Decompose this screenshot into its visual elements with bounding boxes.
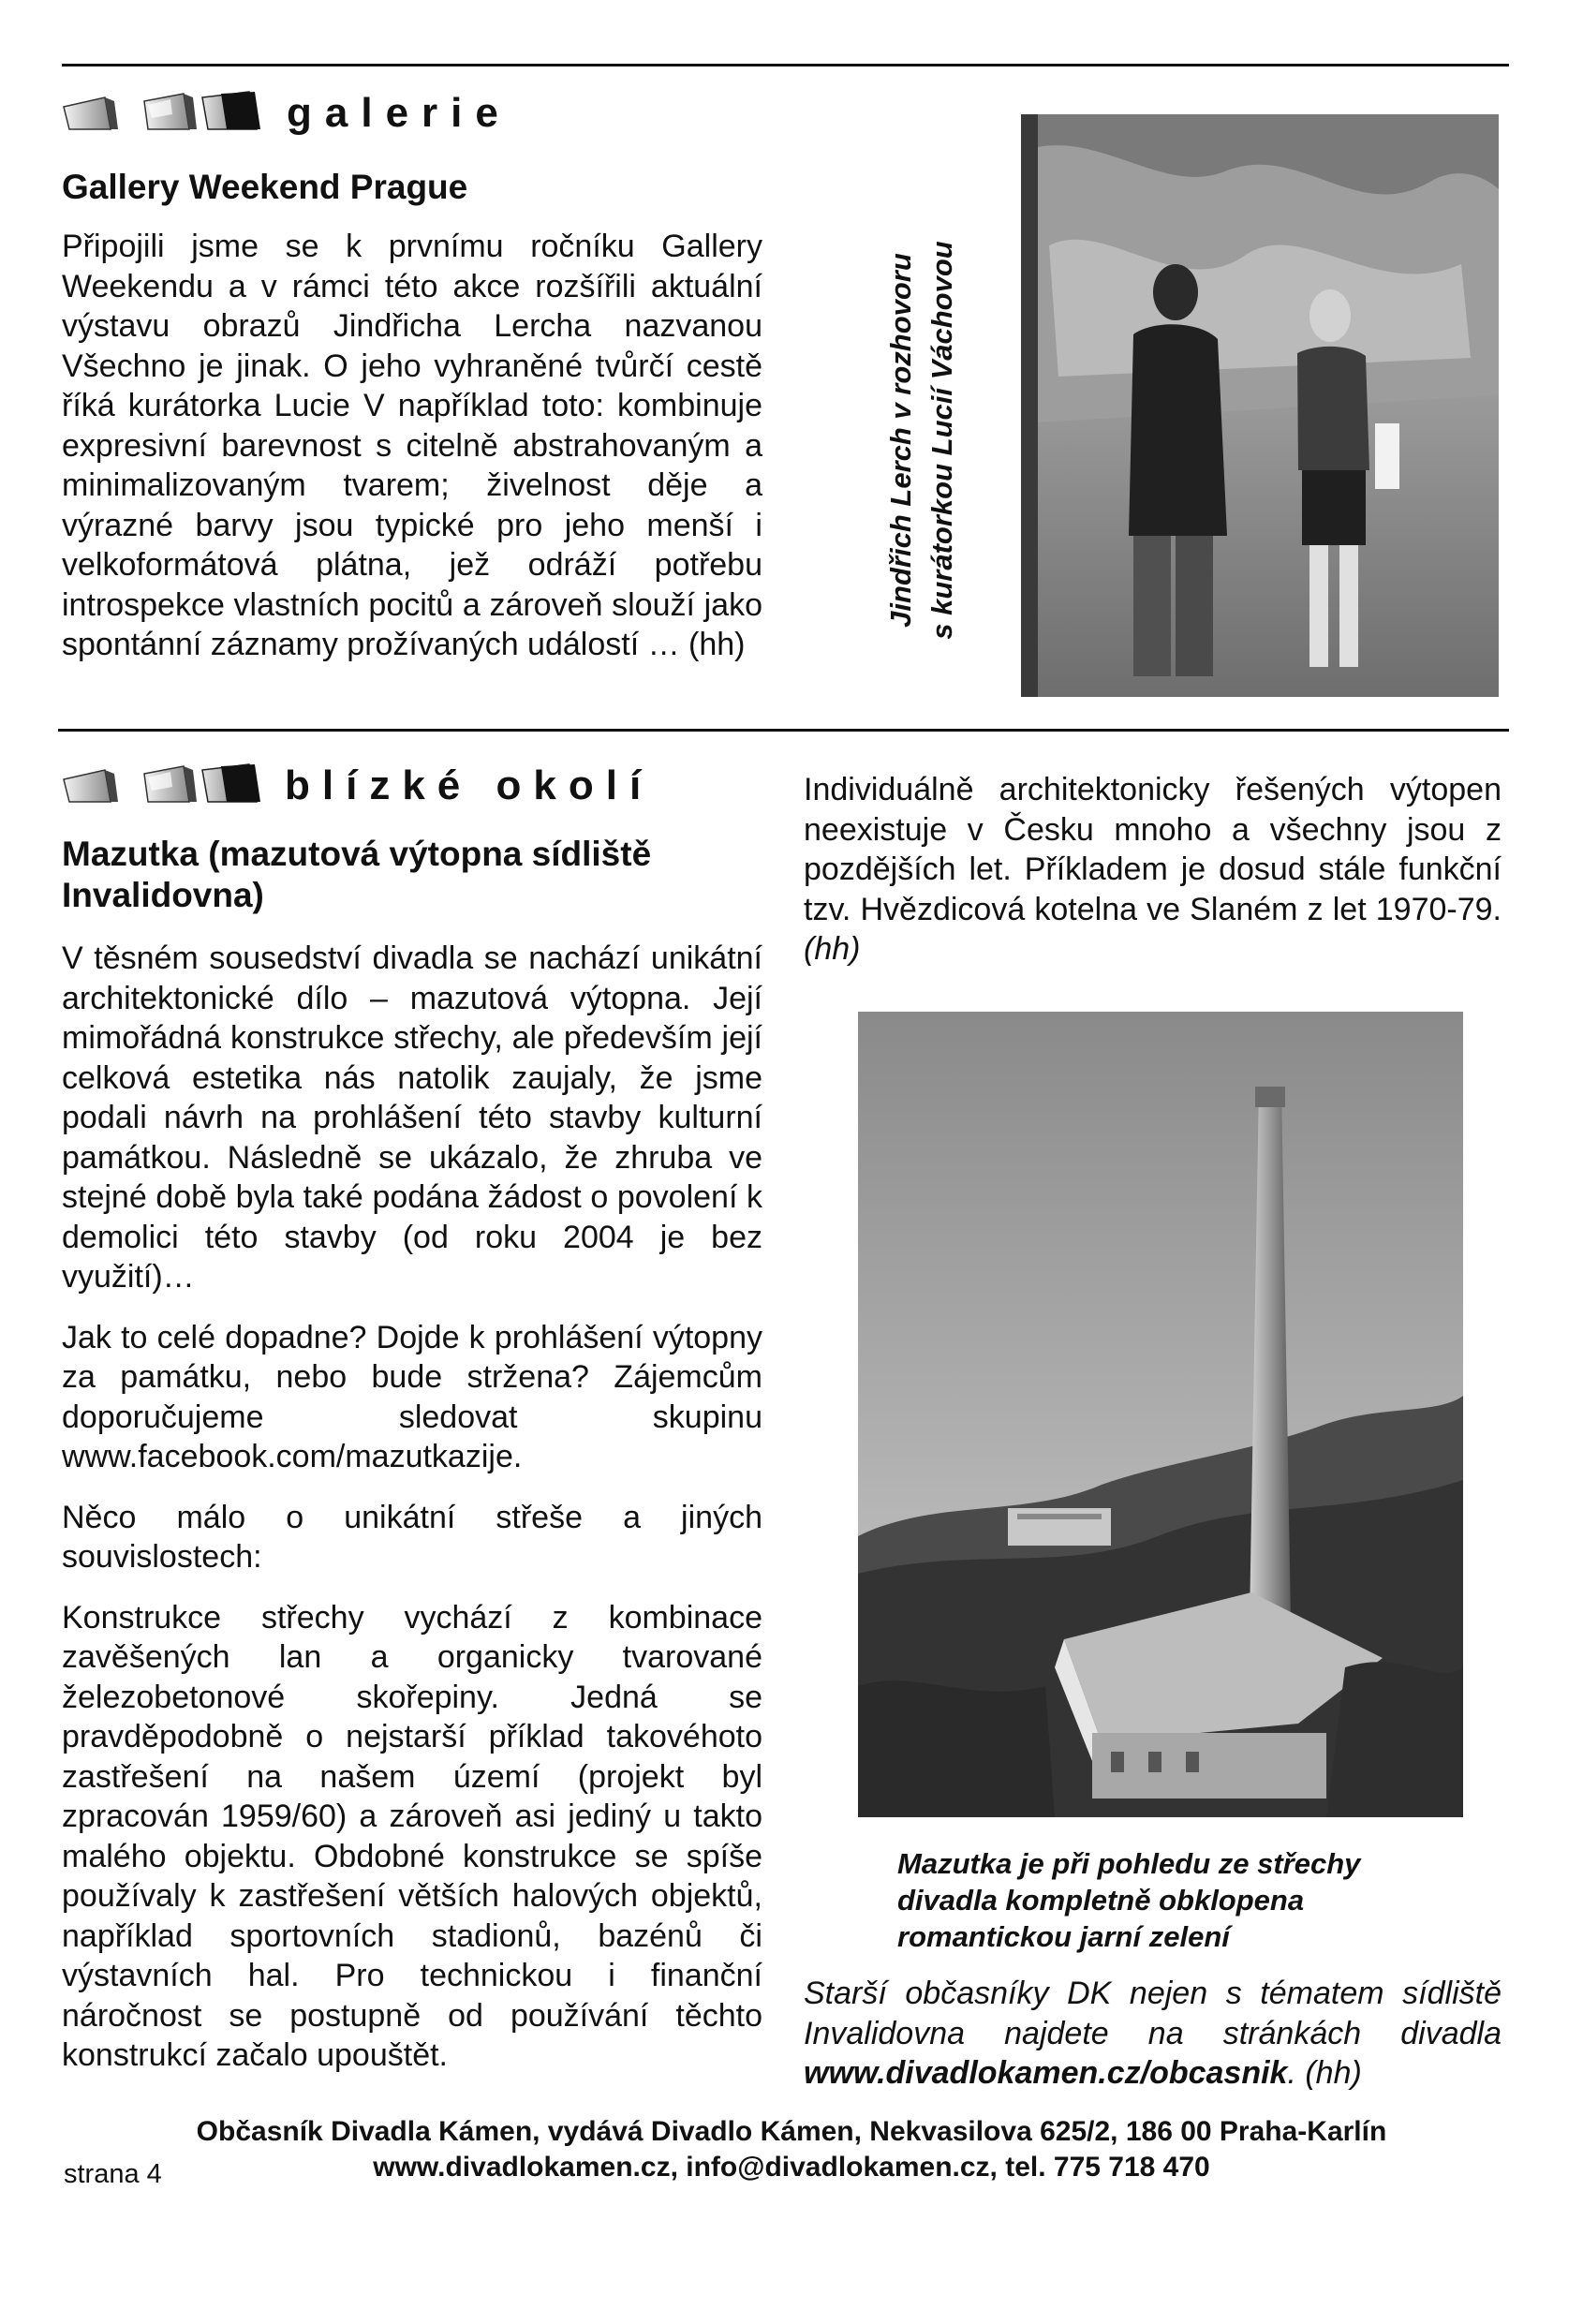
archive-note: [804, 1974, 1502, 2094]
archive-link[interactable]: www.divadlokamen.cz/obcasnik: [804, 2055, 1288, 2091]
paragraph: V těsném sousedství divadla se nachází unikátní architektonické dílo – mazutová výtopna. Její mimořádná konstrukce střechy, ale především její celková estetika nás natolik zaujaly, že jsme podali návrh na prohlášení této stavby kulturní památkou. Následně se ukázalo, že zhruba ve stejné době byla také podána žádost o povolení k demolici této stavby (od roku 2004 je bez využití)…: [62, 940, 762, 1295]
section-title-blizke-okoli: blízké okolí: [285, 762, 654, 808]
paragraph: Konstrukce střechy vychází z kombinace zavěšených lan a organicky tvarované železobetonové skořepiny. Jedná se pravděpodobně o nejstarší příklad takovéhoto zastřešení na našem území (projekt byl zpracován 1959/60) a zároveň asi jediný u takto malého objektu. Obdobné konstrukce se spíše používaly k zastřešení větších halových objektů, například sportovních stadionů, bazénů či výstavních hal. Pro technickou i finanční náročnost se postupně od používání těchto konstrukcí začalo upouštět.: [62, 1599, 762, 2073]
section-header-galerie: [62, 88, 624, 144]
mazutka-photo: [858, 1012, 1463, 1817]
page-number: strana 4: [64, 2159, 162, 2189]
footer-publisher: Občasník Divadla Kámen, vydává Divadlo Kámen, Nekvasilova 625/2, 186 00 Praha-Karlín: [196, 2116, 1387, 2147]
author-tag: . (hh): [1287, 2055, 1362, 2091]
paragraph: Jak to celé dopadne? Dojde k prohlášení výtopny za památku, nebo bude stržena? Zájemcům doporučujeme sledovat skupinu www.facebook.com/mazutkazije.: [62, 1319, 762, 1474]
footer-contact: www.divadlokamen.cz, info@divadlokamen.cz, tel. 775 718 470: [373, 2152, 1210, 2183]
photo-caption-vertical: [880, 220, 974, 660]
decorative-blocks-icon: [62, 88, 277, 133]
paragraph: Individuálně architektonicky řešených výtopen neexistuje v Česku mnoho a všechny jsou z pozdějších let. Příkladem je dosud stále funkční tzv. Hvězdicová kotelna ve Slaném z let 1970-79.: [804, 772, 1502, 927]
paragraph: Něco málo o unikátní střeše a jiných souvislostech:: [62, 1499, 762, 1575]
section-title-galerie: galerie: [287, 90, 511, 136]
article-body-gallery-weekend: Připojili jsme se k prvnímu ročníku Gallery Weekendu a v rámci této akce rozšířili aktuální výstavu obrazů Jindřicha Lercha nazvanou Všechno je jinak. O jeho vyhraněné tvůrčí cestě říká kurátorka Lucie V například toto: kombinuje expresivní barevnost s citelně abstrahovaným a minimalizovaným tvarem; živelnost děje a výrazné barvy jsou typické pro jeho menší i velkoformátová plátna, jež odráží potřebu introspekce vlastních pocitů a zároveň slouží jako spontánní záznamy prožívaných událostí … (hh): [62, 229, 762, 662]
photo-caption-line-2: s kurátorkou Lucií Váchovou: [925, 241, 958, 640]
archive-note-text: Starší občasníky DK nejen s tématem sídliště Invalidovna najdete na stránkách divadla: [804, 1976, 1502, 2051]
article-body-mazutka: [62, 939, 762, 2076]
author-tag: (hh): [804, 931, 861, 967]
article-title-mazutka: Mazutka (mazutová výtopna sídliště Invalidovna): [62, 835, 652, 914]
article-title-gallery-weekend: Gallery Weekend Prague: [62, 168, 468, 206]
article-body-mazutka-right: [804, 770, 1502, 970]
decorative-blocks-icon: [62, 761, 277, 806]
section-rule: [58, 729, 1509, 732]
footer: [94, 2114, 1489, 2185]
photo-caption-line-1: Jindřich Lerch v rozhovoru: [884, 253, 917, 628]
mazutka-photo-caption: Mazutka je při pohledu ze střechy divadla kompletně obklopena romantickou jarní zelení: [897, 1847, 1361, 1953]
section-header-blizke-okoli: [62, 761, 755, 817]
gallery-photo: [1021, 114, 1499, 697]
top-rule: [62, 64, 1509, 67]
